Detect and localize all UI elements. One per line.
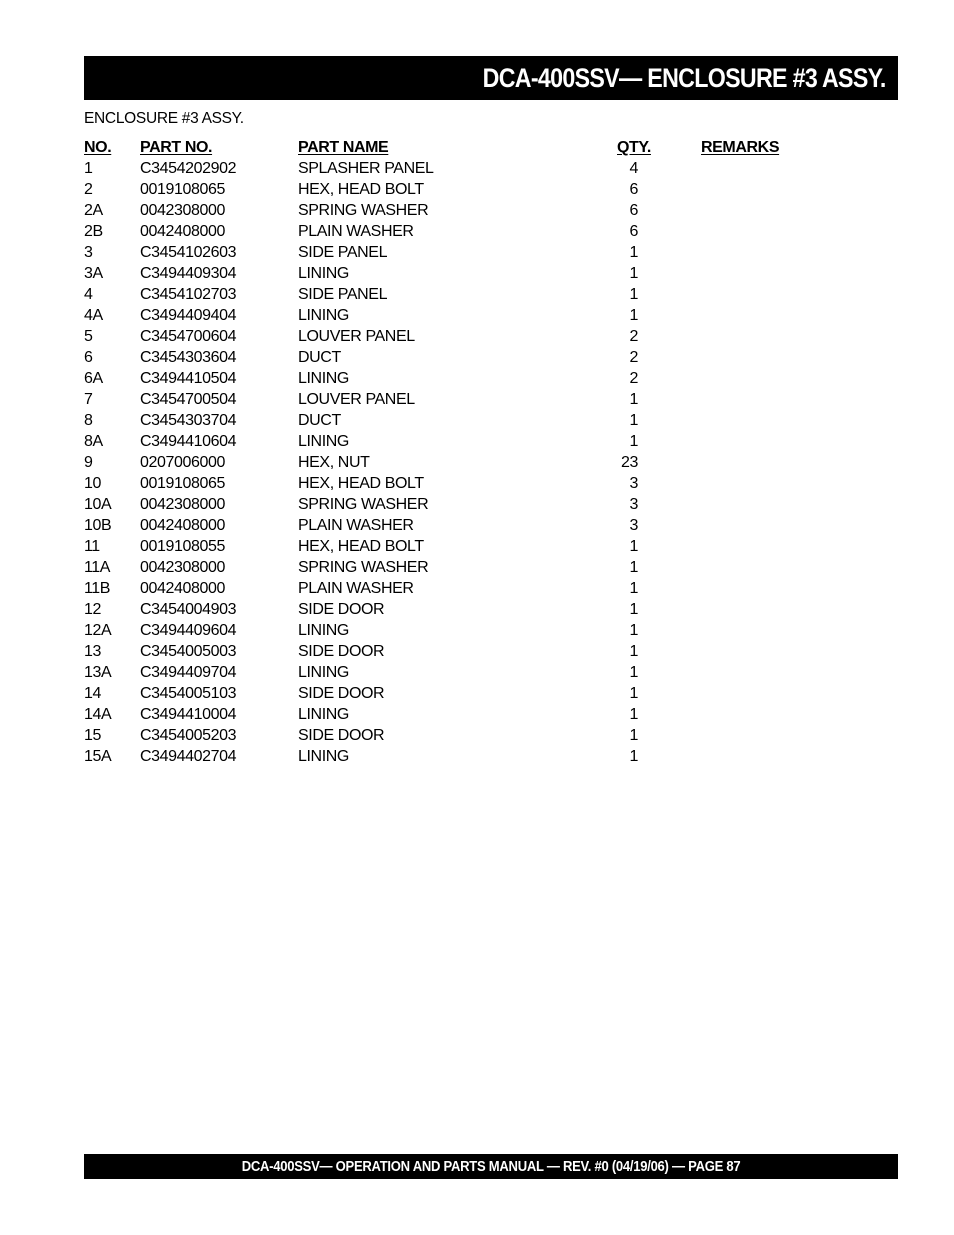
cell-no: 6A xyxy=(84,370,103,387)
cell-part-no: C3454700504 xyxy=(140,391,237,408)
cell-qty: 1 xyxy=(629,664,638,681)
cell-part-name: SIDE DOOR xyxy=(298,685,385,702)
cell-no: 13 xyxy=(84,643,101,660)
cell-no: 11B xyxy=(84,580,111,597)
table-row xyxy=(84,725,804,746)
table-row xyxy=(84,683,804,704)
cell-qty: 1 xyxy=(629,265,638,282)
cell-part-name: LINING xyxy=(298,748,349,765)
cell-no: 8 xyxy=(84,412,93,429)
table-row xyxy=(84,347,804,368)
cell-qty: 3 xyxy=(629,517,638,534)
parts-table xyxy=(84,137,804,767)
cell-no: 12 xyxy=(84,601,101,618)
cell-part-name: LOUVER PANEL xyxy=(298,391,415,408)
table-row xyxy=(84,662,804,683)
table-header-row xyxy=(84,137,804,158)
cell-part-no: C3454303604 xyxy=(140,349,237,366)
cell-part-name: SIDE PANEL xyxy=(298,244,388,261)
cell-part-no: 0019108065 xyxy=(140,181,225,198)
cell-no: 12A xyxy=(84,622,112,639)
table-row xyxy=(84,158,804,179)
cell-no: 7 xyxy=(84,391,93,408)
cell-qty: 3 xyxy=(629,475,638,492)
table-row xyxy=(84,179,804,200)
cell-part-no: C3494410604 xyxy=(140,433,237,450)
cell-part-name: LINING xyxy=(298,370,349,387)
cell-part-no: 0207006000 xyxy=(140,454,225,471)
cell-qty: 1 xyxy=(629,748,638,765)
cell-qty: 1 xyxy=(629,643,638,660)
cell-qty: 1 xyxy=(629,559,638,576)
cell-part-no: 0019108065 xyxy=(140,475,225,492)
cell-no: 4A xyxy=(84,307,103,324)
cell-part-no: 0042408000 xyxy=(140,580,225,597)
cell-qty: 1 xyxy=(629,706,638,723)
cell-part-name: DUCT xyxy=(298,349,341,366)
cell-part-no: C3454005103 xyxy=(140,685,237,702)
cell-no: 1 xyxy=(84,160,93,177)
cell-qty: 1 xyxy=(629,622,638,639)
cell-part-name: LINING xyxy=(298,706,349,723)
cell-part-no: C3494409704 xyxy=(140,664,237,681)
cell-qty: 6 xyxy=(629,202,638,219)
cell-qty: 1 xyxy=(629,601,638,618)
table-row xyxy=(84,368,804,389)
table-row xyxy=(84,305,804,326)
cell-part-no: C3494409604 xyxy=(140,622,237,639)
table-row xyxy=(84,599,804,620)
cell-no: 2B xyxy=(84,223,103,240)
table-row xyxy=(84,452,804,473)
cell-qty: 2 xyxy=(629,370,638,387)
cell-no: 11A xyxy=(84,559,111,576)
table-row xyxy=(84,578,804,599)
footer-text: DCA-400SSV— OPERATION AND PARTS MANUAL — REV. #0 (04/19/06) — PAGE 87 xyxy=(241,1158,741,1175)
cell-part-no: C3454102703 xyxy=(140,286,237,303)
cell-part-no: 0042308000 xyxy=(140,559,225,576)
table-row xyxy=(84,536,804,557)
cell-part-no: C3494409304 xyxy=(140,265,237,282)
column-header-part-name: PART NAME xyxy=(298,139,389,156)
cell-part-name: DUCT xyxy=(298,412,341,429)
table-row xyxy=(84,641,804,662)
cell-part-no: C3494410504 xyxy=(140,370,237,387)
cell-no: 13A xyxy=(84,664,112,681)
cell-qty: 1 xyxy=(629,286,638,303)
cell-part-name: HEX, HEAD BOLT xyxy=(298,475,424,492)
column-header-remarks: REMARKS xyxy=(701,139,780,156)
cell-part-no: C3494402704 xyxy=(140,748,237,765)
table-row xyxy=(84,557,804,578)
cell-part-name: LINING xyxy=(298,664,349,681)
table-row xyxy=(84,473,804,494)
cell-part-name: SIDE DOOR xyxy=(298,727,385,744)
cell-qty: 1 xyxy=(629,412,638,429)
cell-part-no: C3494409404 xyxy=(140,307,237,324)
cell-qty: 2 xyxy=(629,328,638,345)
table-row xyxy=(84,746,804,767)
table-row xyxy=(84,200,804,221)
cell-qty: 1 xyxy=(629,727,638,744)
cell-no: 5 xyxy=(84,328,93,345)
cell-no: 10 xyxy=(84,475,101,492)
cell-part-no: C3454102603 xyxy=(140,244,237,261)
cell-part-no: C3454202902 xyxy=(140,160,237,177)
cell-part-name: LINING xyxy=(298,307,349,324)
cell-part-no: C3454700604 xyxy=(140,328,237,345)
cell-part-name: LINING xyxy=(298,622,349,639)
table-row xyxy=(84,410,804,431)
cell-part-name: PLAIN WASHER xyxy=(298,517,414,534)
cell-part-name: SIDE PANEL xyxy=(298,286,388,303)
table-row xyxy=(84,515,804,536)
cell-part-name: SIDE DOOR xyxy=(298,601,385,618)
cell-part-name: SPLASHER PANEL xyxy=(298,160,434,177)
cell-qty: 4 xyxy=(629,160,638,177)
column-header-no: NO. xyxy=(84,139,112,156)
cell-part-name: LOUVER PANEL xyxy=(298,328,415,345)
table-row xyxy=(84,704,804,725)
page-title: DCA-400SSV— ENCLOSURE #3 ASSY. xyxy=(482,62,886,93)
cell-no: 6 xyxy=(84,349,93,366)
cell-no: 15A xyxy=(84,748,112,765)
column-header-part-no: PART NO. xyxy=(140,139,213,156)
cell-part-name: SPRING WASHER xyxy=(298,496,429,513)
cell-part-no: 0042308000 xyxy=(140,202,225,219)
cell-part-name: PLAIN WASHER xyxy=(298,580,414,597)
cell-no: 3 xyxy=(84,244,93,261)
cell-part-no: C3454303704 xyxy=(140,412,237,429)
cell-part-name: HEX, HEAD BOLT xyxy=(298,181,424,198)
page-header-bar xyxy=(84,56,898,100)
cell-part-no: C3494410004 xyxy=(140,706,237,723)
cell-qty: 1 xyxy=(629,307,638,324)
cell-part-no: 0042408000 xyxy=(140,517,225,534)
table-row xyxy=(84,221,804,242)
cell-no: 14 xyxy=(84,685,101,702)
cell-part-name: LINING xyxy=(298,265,349,282)
cell-qty: 2 xyxy=(629,349,638,366)
cell-no: 2 xyxy=(84,181,93,198)
cell-qty: 1 xyxy=(629,391,638,408)
cell-part-name: SPRING WASHER xyxy=(298,559,429,576)
cell-no: 9 xyxy=(84,454,93,471)
cell-no: 10A xyxy=(84,496,112,513)
cell-part-no: C3454004903 xyxy=(140,601,237,618)
cell-part-name: HEX, NUT xyxy=(298,454,370,471)
cell-no: 2A xyxy=(84,202,103,219)
table-row xyxy=(84,326,804,347)
table-body xyxy=(84,158,804,767)
cell-part-no: C3454005003 xyxy=(140,643,237,660)
cell-no: 15 xyxy=(84,727,101,744)
column-header-qty: QTY. xyxy=(617,139,651,156)
cell-qty: 1 xyxy=(629,538,638,555)
cell-no: 11 xyxy=(84,538,100,555)
cell-part-name: SIDE DOOR xyxy=(298,643,385,660)
section-title: ENCLOSURE #3 ASSY. xyxy=(84,110,244,127)
table-row xyxy=(84,431,804,452)
cell-no: 14A xyxy=(84,706,112,723)
cell-part-name: LINING xyxy=(298,433,349,450)
table-row xyxy=(84,494,804,515)
cell-qty: 3 xyxy=(629,496,638,513)
cell-qty: 1 xyxy=(629,580,638,597)
page-footer-bar xyxy=(84,1154,898,1179)
cell-qty: 1 xyxy=(629,433,638,450)
cell-no: 3A xyxy=(84,265,103,282)
cell-part-name: HEX, HEAD BOLT xyxy=(298,538,424,555)
cell-part-no: C3454005203 xyxy=(140,727,237,744)
table-row xyxy=(84,242,804,263)
cell-qty: 6 xyxy=(629,181,638,198)
cell-no: 4 xyxy=(84,286,93,303)
cell-part-name: SPRING WASHER xyxy=(298,202,429,219)
cell-qty: 1 xyxy=(629,685,638,702)
cell-part-no: 0042308000 xyxy=(140,496,225,513)
cell-no: 10B xyxy=(84,517,112,534)
cell-part-name: PLAIN WASHER xyxy=(298,223,414,240)
cell-qty: 23 xyxy=(621,454,638,471)
table-row xyxy=(84,620,804,641)
cell-no: 8A xyxy=(84,433,103,450)
table-row xyxy=(84,389,804,410)
table-row xyxy=(84,284,804,305)
cell-qty: 1 xyxy=(629,244,638,261)
cell-qty: 6 xyxy=(629,223,638,240)
table-row xyxy=(84,263,804,284)
cell-part-no: 0019108055 xyxy=(140,538,225,555)
cell-part-no: 0042408000 xyxy=(140,223,225,240)
